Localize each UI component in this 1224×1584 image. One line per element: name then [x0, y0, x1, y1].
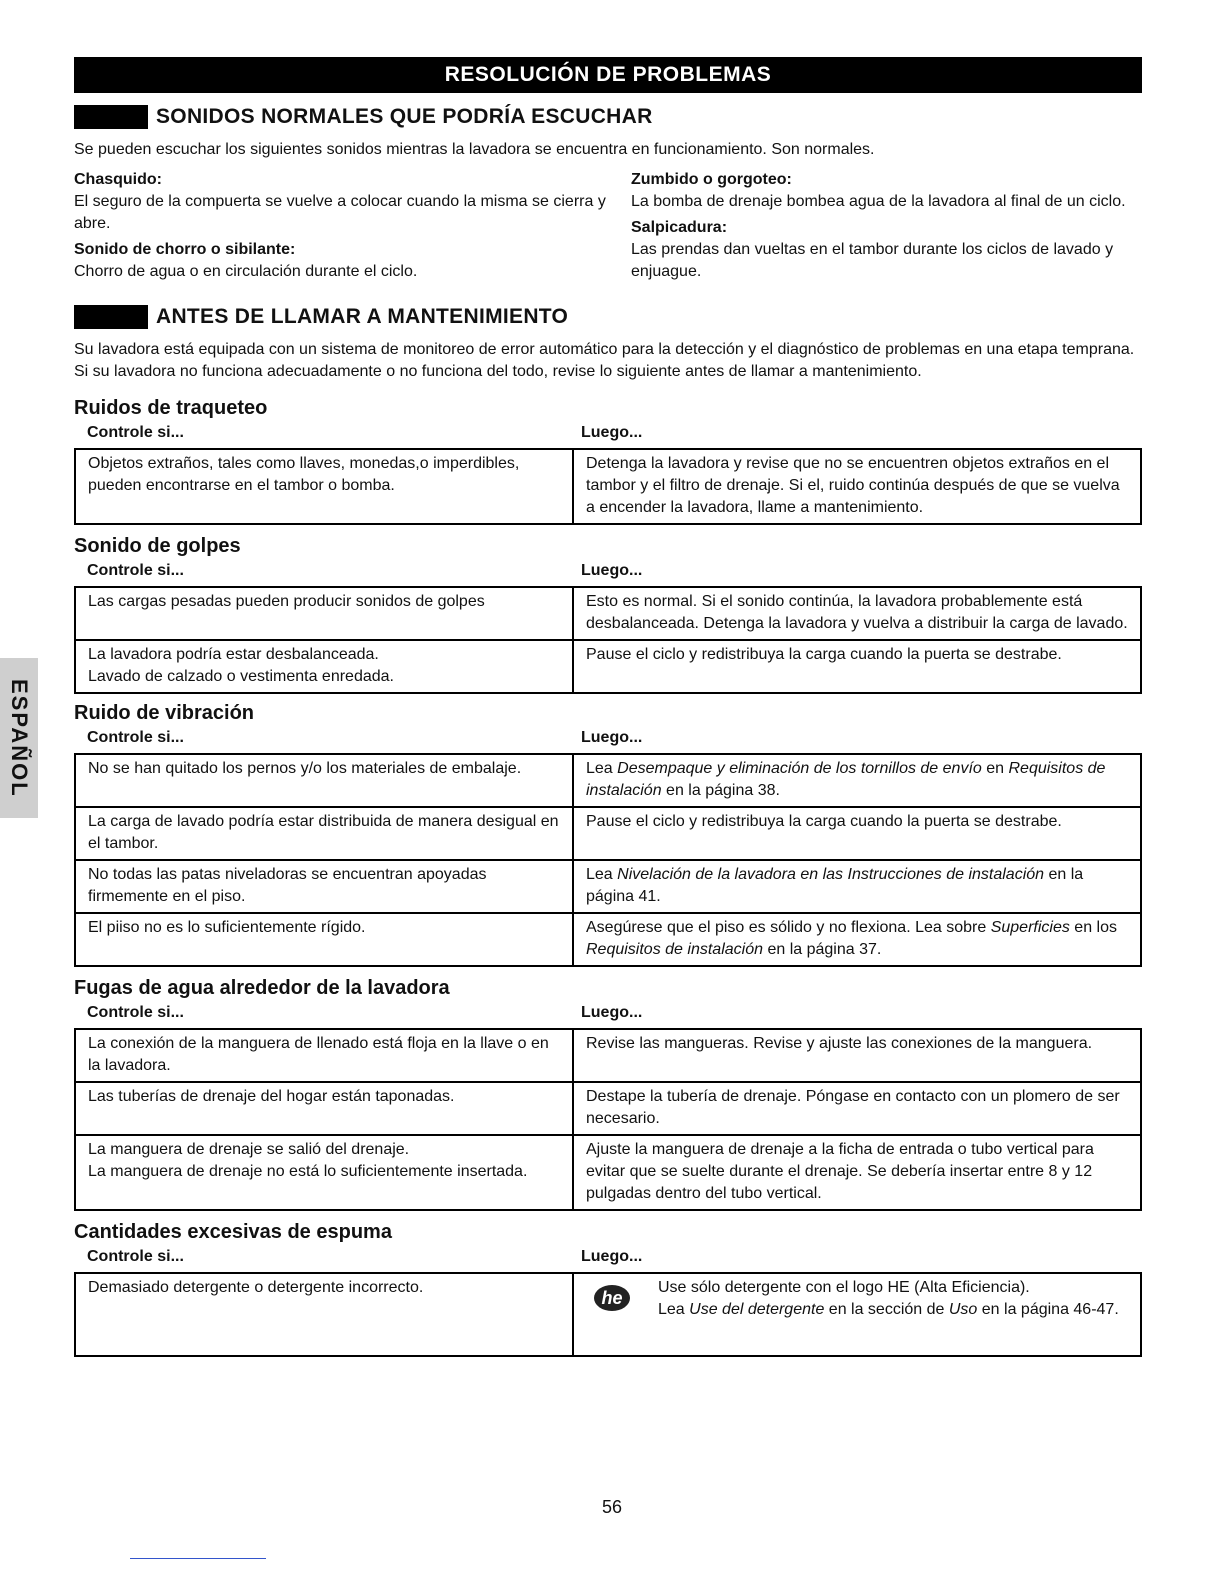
footer-rule: [130, 1558, 266, 1559]
sound-item: [74, 169, 631, 235]
column-then: Luego...: [581, 1004, 643, 1021]
column-headers: [74, 562, 1142, 580]
problem-title: Fugas de agua alrededor de la lavadora: [74, 977, 450, 999]
section-intro: Su lavadora está equipada con un sistema de monitoreo de error automático para la detección y el diagnóstico de problemas en una etapa temprana. Si su lavadora no funciona adecuadamente o no funciona del todo, revise lo siguiente antes de llamar a mantenimiento.: [74, 341, 1135, 380]
sound-item: [74, 239, 631, 283]
table-row: [75, 640, 1141, 693]
check-cell: Objetos extraños, tales como llaves, monedas,o imperdibles, pueden encontrarse en el tambor o bomba.: [75, 449, 573, 524]
then-reference: Uso: [948, 1301, 978, 1318]
then-text: en la página 38.: [661, 782, 780, 799]
column-then: Luego...: [581, 1248, 643, 1265]
column-check: Controle si...: [87, 562, 184, 579]
column-check: Controle si...: [87, 1004, 184, 1021]
table-row: [75, 754, 1141, 807]
section-title: ANTES DE LLAMAR A MANTENIMIENTO: [156, 305, 569, 328]
sounds-right-column: [631, 169, 1142, 287]
sound-label: Zumbido o gorgoteo:: [631, 171, 792, 188]
page-banner: RESOLUCIÓN DE PROBLEMAS: [74, 57, 1142, 93]
check-cell: No todas las patas niveladoras se encuentran apoyadas firmemente en el piso.: [75, 860, 573, 913]
column-headers: [74, 1248, 1142, 1266]
then-cell: Ajuste la manguera de drenaje a la ficha de entrada o tubo vertical para evitar que se suelte durante el drenaje. Se debería insertar entre 8 y 12 pulgadas dentro del tubo vertical.: [573, 1135, 1141, 1210]
then-cell: [573, 913, 1141, 966]
table-row: [75, 1082, 1141, 1135]
check-cell: Las tuberías de drenaje del hogar están taponadas.: [75, 1082, 573, 1135]
problem-title: Cantidades excesivas de espuma: [74, 1221, 392, 1243]
check-cell: [75, 640, 573, 693]
table-row: [75, 913, 1141, 966]
then-text: Lea: [658, 1301, 690, 1318]
column-headers: [74, 1004, 1142, 1022]
then-text: Lea: [586, 760, 618, 777]
column-check: Controle si...: [87, 1248, 184, 1265]
sound-text: El seguro de la compuerta se vuelve a colocar cuando la misma se cierra y abre.: [74, 193, 606, 232]
column-then: Luego...: [581, 562, 643, 579]
then-text: en los: [1069, 919, 1117, 936]
side-tab-label: ESPAÑOL: [7, 678, 32, 798]
he-logo-icon: he: [594, 1285, 630, 1311]
table-row: [75, 587, 1141, 640]
then-text: Asegúrese que el piso es sólido y no flexiona. Lea sobre: [586, 919, 991, 936]
excess-suds-table: [74, 1272, 1142, 1357]
then-reference: Use del detergente: [689, 1301, 825, 1318]
then-reference: Nivelación de la lavadora en las Instrucciones de instalación: [617, 866, 1045, 883]
check-line: La lavadora podría estar desbalanceada.: [88, 646, 379, 663]
section-marker: [74, 105, 148, 129]
he-note-text: [658, 1277, 1119, 1321]
column-check: Controle si...: [87, 424, 184, 441]
section-title: SONIDOS NORMALES QUE PODRÍA ESCUCHAR: [156, 105, 653, 128]
check-line: Lavado de calzado o vestimenta enredada.: [88, 668, 394, 685]
then-text: [658, 1299, 1119, 1321]
then-reference: Requisitos de instalación: [586, 941, 763, 958]
normal-sounds-list: [74, 169, 1142, 287]
column-then: Luego...: [581, 424, 643, 441]
section-normal-sounds-heading: [74, 105, 1142, 129]
sound-text: Chorro de agua o en circulación durante el ciclo.: [74, 263, 418, 280]
then-text: en: [981, 760, 1009, 777]
then-text: Use sólo detergente con el logo HE (Alta Eficiencia).: [658, 1279, 1030, 1296]
then-cell: Esto es normal. Si el sonido continúa, la lavadora probablemente está desbalanceada. Detenga la lavadora y vuelva a distribuir la carga de lavado.: [573, 587, 1141, 640]
table-row: [75, 807, 1141, 860]
check-line: La manguera de drenaje no está lo suficientemente insertada.: [88, 1163, 528, 1180]
then-text: en la sección de: [824, 1301, 949, 1318]
sound-label: Salpicadura:: [631, 219, 728, 236]
problem-title: Ruidos de traqueteo: [74, 397, 268, 419]
then-cell: [573, 860, 1141, 913]
vibration-table: [74, 753, 1142, 967]
column-then: Luego...: [581, 729, 643, 746]
check-cell: [75, 1135, 573, 1210]
then-text: en la página 41.: [586, 866, 1084, 905]
section-intro: Se pueden escuchar los siguientes sonidos mientras la lavadora se encuentra en funcionamiento. Son normales.: [74, 141, 875, 158]
check-cell: La carga de lavado podría estar distribuida de manera desigual en el tambor.: [75, 807, 573, 860]
then-cell: [573, 1273, 1141, 1356]
check-cell: No se han quitado los pernos y/o los materiales de embalaje.: [75, 754, 573, 807]
table-row: [75, 860, 1141, 913]
check-cell: El piiso no es lo suficientemente rígido.: [75, 913, 573, 966]
then-text: en la página 46-47.: [977, 1301, 1119, 1318]
rattling-table: [74, 448, 1142, 525]
check-cell: Las cargas pesadas pueden producir sonidos de golpes: [75, 587, 573, 640]
he-note: [586, 1277, 1128, 1321]
problem-title: Sonido de golpes: [74, 535, 241, 557]
problem-title: Ruido de vibración: [74, 702, 255, 724]
then-cell: Pause el ciclo y redistribuya la carga cuando la puerta se destrabe.: [573, 807, 1141, 860]
table-row: [75, 449, 1141, 524]
sound-label: Sonido de chorro o sibilante:: [74, 241, 296, 258]
then-reference: Superficies: [990, 919, 1070, 936]
thumping-table: [74, 586, 1142, 694]
language-side-tab: [0, 658, 38, 818]
check-line: La manguera de drenaje se salió del drenaje.: [88, 1141, 410, 1158]
then-cell: Pause el ciclo y redistribuya la carga cuando la puerta se destrabe.: [573, 640, 1141, 693]
check-cell: La conexión de la manguera de llenado está floja en la llave o en la lavadora.: [75, 1029, 573, 1082]
then-reference: Desempaque y eliminación de los tornillos de envío: [617, 760, 982, 777]
water-leaks-table: [74, 1028, 1142, 1211]
sound-text: La bomba de drenaje bombea agua de la lavadora al final de un ciclo.: [631, 193, 1126, 210]
sound-item: [631, 217, 1142, 283]
then-text: en la página 37.: [763, 941, 882, 958]
column-headers: [74, 424, 1142, 442]
column-check: Controle si...: [87, 729, 184, 746]
then-cell: [573, 754, 1141, 807]
then-text: Lea: [586, 866, 618, 883]
section-before-service-heading: [74, 305, 1142, 329]
page-content: [74, 57, 1142, 1357]
column-headers: [74, 729, 1142, 747]
page-number: 56: [601, 1497, 623, 1517]
sound-text: Las prendas dan vueltas en el tambor durante los ciclos de lavado y enjuague.: [631, 241, 1114, 280]
sounds-left-column: [74, 169, 631, 287]
table-row: [75, 1273, 1141, 1356]
then-cell: Detenga la lavadora y revise que no se encuentren objetos extraños en el tambor y el filtro de drenaje. Si el, ruido continúa después de que se vuelva a encender la lavadora, llame a mantenimiento.: [573, 449, 1141, 524]
sound-label: Chasquido:: [74, 171, 162, 188]
table-row: [75, 1029, 1141, 1082]
check-cell: Demasiado detergente o detergente incorrecto.: [75, 1273, 573, 1356]
section-marker: [74, 305, 148, 329]
table-row: [75, 1135, 1141, 1210]
then-reference: Requisitos de instalación: [586, 760, 1106, 799]
sound-item: [631, 169, 1142, 213]
then-cell: Revise las mangueras. Revise y ajuste las conexiones de la manguera.: [573, 1029, 1141, 1082]
then-cell: Destape la tubería de drenaje. Póngase en contacto con un plomero de ser necesario.: [573, 1082, 1141, 1135]
